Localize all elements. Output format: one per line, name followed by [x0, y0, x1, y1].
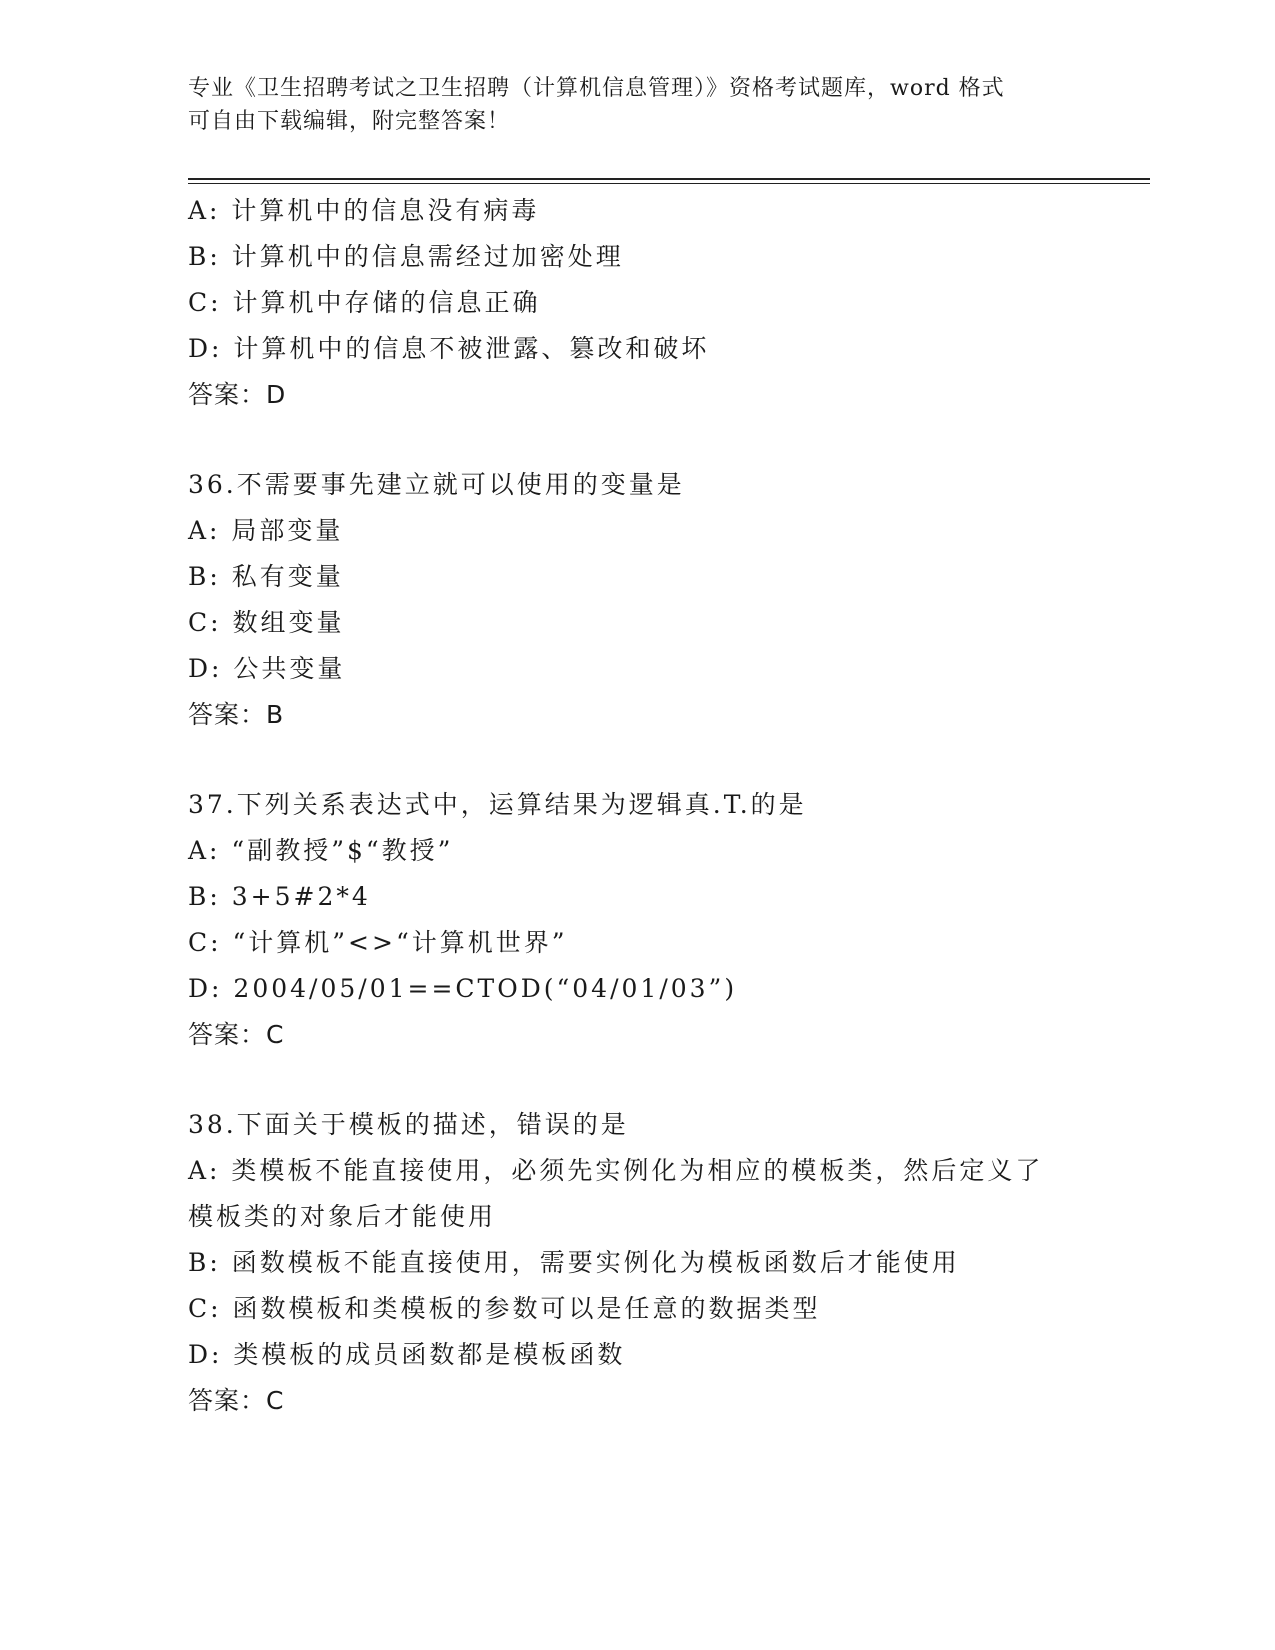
option-a: A: 计算机中的信息没有病毒 — [188, 196, 540, 225]
option-b: B: 计算机中的信息需经过加密处理 — [188, 242, 624, 271]
question-text: 37.下列关系表达式中，运算结果为逻辑真.T.的是 — [188, 790, 807, 819]
option-b: B: 函数模板不能直接使用，需要实例化为模板函数后才能使用 — [188, 1248, 960, 1277]
header-divider-thin — [188, 183, 1150, 184]
question-36-block — [188, 462, 1150, 738]
answer-line: 答案：B — [188, 700, 285, 729]
option-d: D: 公共变量 — [188, 654, 346, 683]
question-text: 36.不需要事先建立就可以使用的变量是 — [188, 470, 685, 499]
option-c: C: 数组变量 — [188, 608, 345, 637]
document-header — [188, 72, 1088, 138]
option-c: C: 计算机中存储的信息正确 — [188, 288, 541, 317]
spacer — [188, 418, 1150, 462]
option-d: D: 计算机中的信息不被泄露、篡改和破坏 — [188, 334, 710, 363]
option-a: A: “副教授”$“教授” — [188, 836, 454, 865]
answer-line: 答案：C — [188, 1020, 285, 1049]
option-d: D: 2004/05/01==CTOD(“04/01/03”) — [188, 974, 738, 1003]
option-b: B: 私有变量 — [188, 562, 344, 591]
question-38-block — [188, 1102, 1150, 1424]
question-35-block — [188, 188, 1150, 418]
header-divider-thick — [188, 178, 1150, 180]
answer-line: 答案：C — [188, 1386, 285, 1415]
question-37-block — [188, 782, 1150, 1058]
option-d: D: 类模板的成员函数都是模板函数 — [188, 1340, 626, 1369]
header-line-1: 专业《卫生招聘考试之卫生招聘（计算机信息管理）》资格考试题库，word 格式 — [188, 76, 1005, 101]
option-c: C: 函数模板和类模板的参数可以是任意的数据类型 — [188, 1294, 821, 1323]
option-a-continuation: 模板类的对象后才能使用 — [188, 1202, 497, 1231]
question-text: 38.下面关于模板的描述，错误的是 — [188, 1110, 629, 1139]
option-a: A: 类模板不能直接使用，必须先实例化为相应的模板类，然后定义了 — [188, 1156, 1044, 1185]
spacer — [188, 1058, 1150, 1102]
option-c: C: “计算机”<>“计算机世界” — [188, 928, 568, 957]
answer-line: 答案：D — [188, 380, 287, 409]
spacer — [188, 738, 1150, 782]
option-a: A: 局部变量 — [188, 516, 344, 545]
header-line-2: 可自由下载编辑，附完整答案！ — [188, 109, 511, 134]
option-b: B: 3+5#2*4 — [188, 882, 371, 911]
question-list — [188, 188, 1150, 1424]
